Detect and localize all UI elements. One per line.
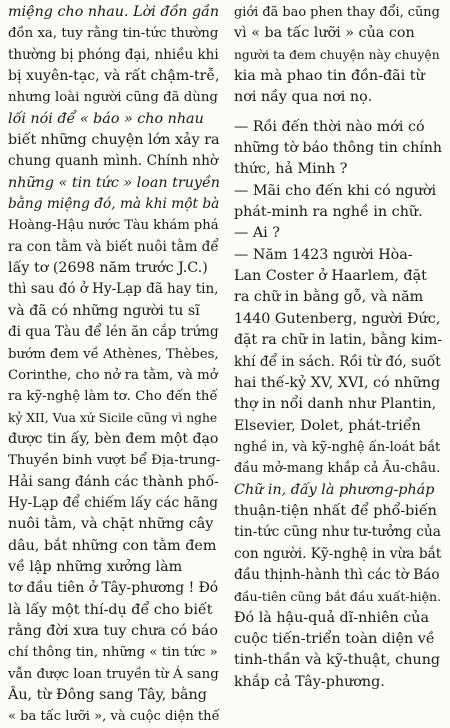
text-line: khí để in sách. Rồi từ đó, suốt [234, 353, 441, 370]
text-line: kỷ XII, Vua xứ Sicile cũng vì nghe [8, 410, 218, 425]
text-line: đặt ra chữ in latin, bằng kim- [234, 332, 442, 349]
text-line: nuôi tằm, và chặt những cây [8, 516, 214, 533]
text-line: những tờ báo thông tin chính [234, 140, 442, 157]
text-line: « ba tấc lưỡi », và cuộc diện thế [8, 709, 220, 725]
text-line: Chữ in, đấy là phương-pháp [234, 481, 435, 498]
left-text-column [8, 2, 220, 728]
text-line: con người. Kỹ-nghệ in vừa bắt [234, 545, 442, 562]
text-line: kia mà phao tin đồn-đãi từ [234, 68, 425, 85]
text-line: bằng miệng đó, mà khi một bà [8, 196, 220, 213]
text-line: vì « ba tấc lưỡi » của con [234, 25, 415, 42]
text-line: Âu, từ Đông sang Tây, bằng [8, 687, 207, 703]
text-line: 1440 Gutenberg, người Đức, [234, 310, 441, 327]
right-text-column [234, 2, 442, 693]
text-line: Đó là hậu-quả dĩ-nhiên của [234, 609, 430, 626]
text-line: đầu mở-mang khắp cả Âu-châu. [234, 461, 441, 477]
text-line: Hy-Lạp để chiếm lấy các hãng [8, 494, 219, 511]
text-line: đồn xa, tuy rằng tin-tức thường [8, 26, 219, 42]
text-line: thức, hả Minh ? [234, 161, 348, 178]
text-line: chí thông tin, những « tin tức » [8, 645, 218, 661]
text-line: và đã có những người tu sĩ [8, 302, 200, 319]
text-line: rằng đời xưa tuy chưa có báo [8, 622, 218, 639]
text-line: thì sau đó ở Hy-Lạp đã hay tin, [8, 281, 219, 298]
column-gutter [225, 0, 226, 636]
text-line [234, 109, 442, 117]
text-line: Hoàng-Hậu nước Tàu khám phá [8, 218, 219, 234]
text-line: nơi nầy qua nơi nọ. [234, 89, 373, 106]
text-line: hai thế-kỷ XV, XVI, có những [234, 374, 441, 391]
text-line: những « tin tức » loan truyền [8, 174, 220, 191]
text-line: ra chữ in bằng gỗ, và năm [234, 289, 424, 306]
text-line: thường bị phóng đại, nhiều khi [8, 46, 219, 63]
text-line: ra kỹ-nghệ làm tơ. Cho đến thế [8, 389, 218, 405]
text-line: chung quanh mình. Chính nhờ [8, 153, 219, 170]
text-line: Lan Coster ở Haarlem, đặt [234, 268, 427, 285]
text-line: tinh-thần và kỹ-thuật, chung [234, 652, 441, 669]
text-line: tin-tức cũng như tư-tưởng của [234, 524, 441, 541]
text-line: cuộc tiến-triển toàn diện về [234, 630, 435, 647]
text-line: — Năm 1423 người Hòa- [234, 246, 413, 263]
text-line: phát-minh ra nghề in chữ. [234, 204, 423, 221]
text-line: lối nói để « báo » cho nhau [8, 110, 204, 127]
text-line: dâu, bắt những con tằm đem [8, 537, 217, 554]
text-line: đầu thịnh-hành thì các tờ Báo [234, 566, 440, 583]
text-line: lấy tơ (2698 năm trước J.C.) [8, 260, 208, 277]
text-line: bị xuyên-tạc, và rất chậm-trễ, [8, 68, 220, 85]
text-line: được tin ấy, bèn đem một đạo [8, 430, 219, 447]
text-line: nhưng loài người cũng đã dùng [8, 90, 218, 106]
text-line: thuận-tiện nhất để phổ-biến [234, 502, 437, 519]
text-line: đi qua Tàu để lén ăn cắp trứng [8, 324, 219, 341]
text-line: miệng cho nhau. Lời đồn gần [8, 4, 220, 20]
text-line: thợ in nổi danh như Plantin, [234, 396, 437, 413]
text-line: vẫn được loan truyền từ Á sang [8, 666, 219, 682]
text-line: Hải sang đánh các thành phố- [8, 473, 219, 490]
text-line: — Ai ? [234, 225, 280, 242]
text-line: đầu-tiên cũng bắt đầu xuất-hiện. [234, 589, 442, 605]
text-line: — Rồi đến thời nào mới có [234, 118, 425, 135]
text-line: ra con tằm và biết nuôi tằm để [8, 238, 219, 255]
text-line: khắp cả Tây-phương. [234, 673, 385, 690]
text-line: là lấy một thí-dụ để cho biết [8, 601, 213, 618]
text-line: giới đã bao phen thay đổi, cũng [234, 5, 440, 20]
text-line: biết những chuyện lớn xảy ra [8, 132, 220, 149]
text-line: nghề in, và kỹ-nghệ ấn-loát bắt [234, 439, 441, 455]
text-line: về lập những xưởng làm [8, 558, 183, 575]
text-line: Thuyền binh vượt bể Địa-trung- [8, 453, 220, 469]
text-line: — Mãi cho đến khi có người [234, 182, 437, 199]
text-line: người ta đem chuyện này chuyện [234, 47, 440, 62]
text-line: Elsevier, Dolet, phát-triển [234, 417, 421, 434]
text-line: tơ đầu tiên ở Tây-phương ! Đó [8, 580, 219, 597]
text-line: bướm đem về Athènes, Thèbes, [8, 346, 219, 362]
text-line: Corinthe, cho nở ra tằm, và mở [8, 367, 218, 383]
